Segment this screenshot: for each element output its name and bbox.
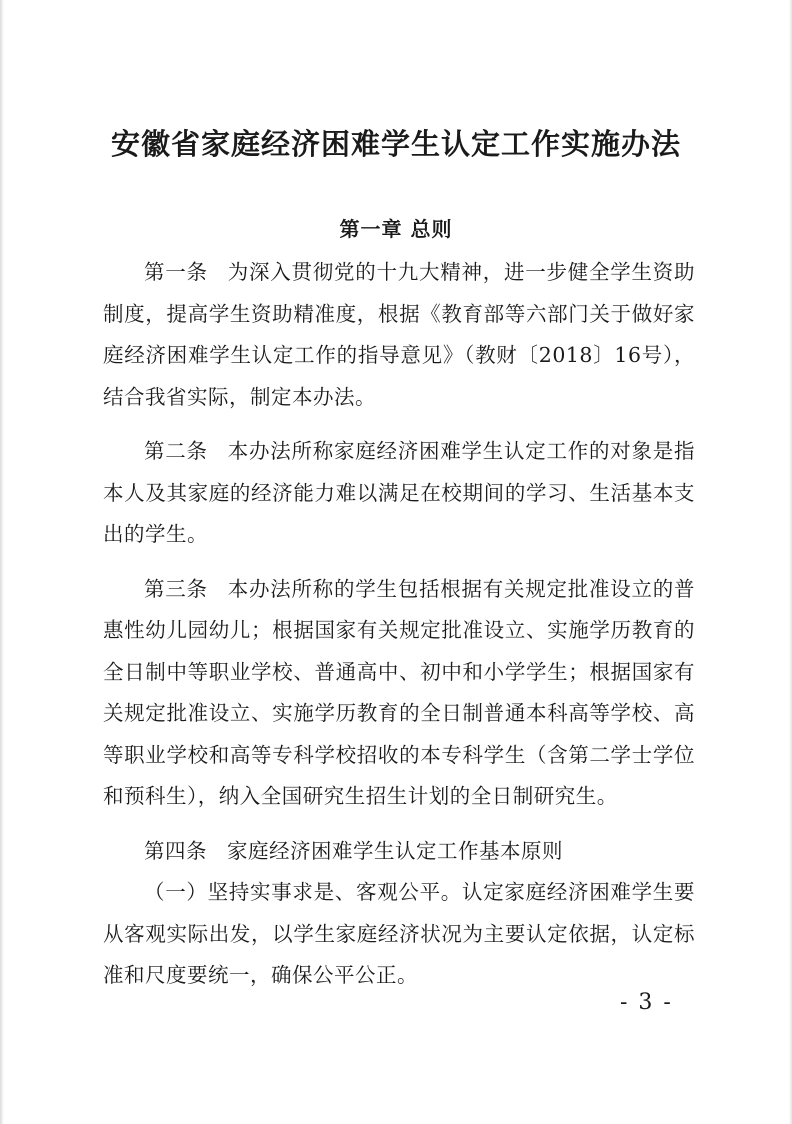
article-1-number: 第一条 (144, 260, 208, 284)
article-2-paragraph (103, 431, 695, 556)
article-1-paragraph (103, 252, 695, 418)
page-number: - 3 - (620, 990, 673, 1015)
article-4-text: 家庭经济困难学生认定工作基本原则 (227, 838, 563, 863)
chapter-title: 第一章 总则 (339, 217, 453, 241)
article-3-text: 本办法所称的学生包括根据有关规定批准设立的普惠性幼儿园幼儿；根据国家有关规定批准设立、实施学历教育的全日制中等职业学校、普通高中、初中和小学学生；根据国家有关规定批准设立、实施学历教育的全日制普通本科高等学校、高等职业学校和高等专科学校招收的本专科学生（含第二学士学位和预科生），纳入全国研究生招生计划的全日制研究生。 (103, 576, 695, 808)
principle-1-paragraph (103, 872, 695, 997)
document-title: 安徽省家庭经济困难学生认定工作实施办法 (110, 127, 681, 161)
article-4-number: 第四条 (144, 838, 207, 863)
scan-edge-left (0, 0, 4, 1124)
article-2-number: 第二条 (144, 439, 208, 463)
principle-1-text: （一）坚持实事求是、客观公平。认定家庭经济困难学生要从客观实际出发，以学生家庭经济状况为主要认定依据，认定标准和尺度要统一，确保公平公正。 (103, 880, 695, 987)
article-3-number: 第三条 (144, 576, 208, 601)
article-1-text: 为深入贯彻党的十九大精神，进一步健全学生资助制度，提高学生资助精准度，根据《教育部等六部门关于做好家庭经济困难学生认定工作的指导意见》（教财〔2018〕16号），结合我省实际，制定本办法。 (103, 260, 695, 409)
article-2-text: 本办法所称家庭经济困难学生认定工作的对象是指本人及其家庭的经济能力难以满足在校期间的学习、生活基本支出的学生。 (103, 439, 695, 546)
article-3-paragraph (103, 569, 695, 818)
document-body (103, 252, 695, 1010)
article-4-paragraph (103, 831, 695, 873)
